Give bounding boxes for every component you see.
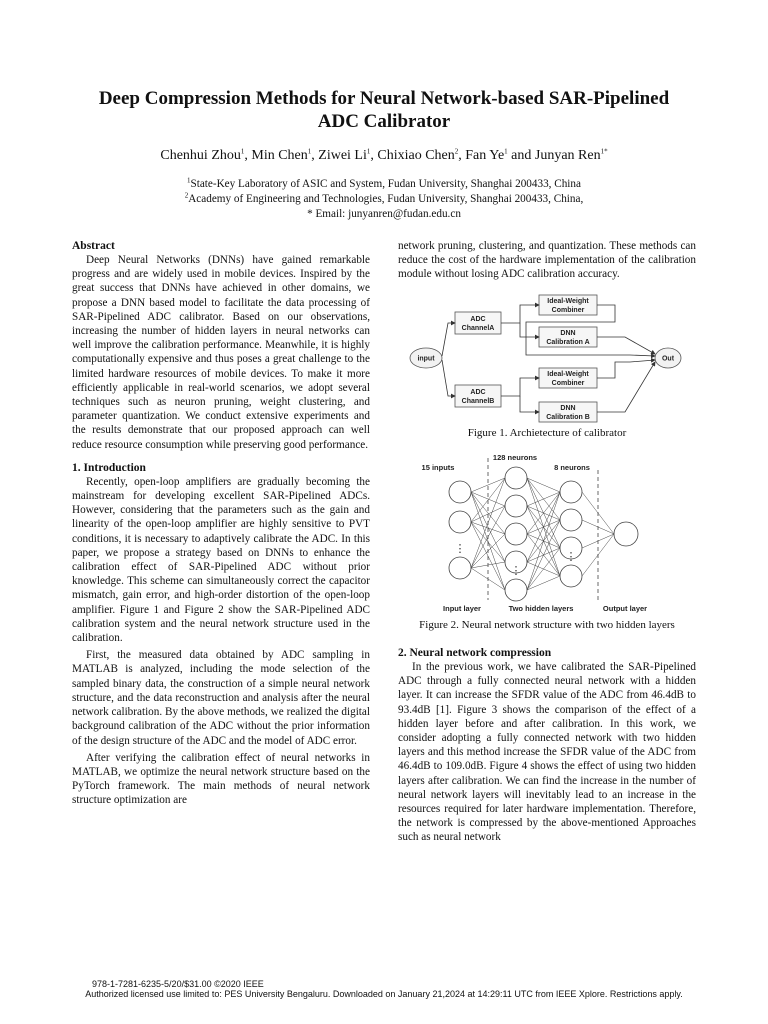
nn-neuron-layer-0 bbox=[449, 557, 471, 579]
intro-paragraph-1: Recently, open-loop amplifiers are gradually becoming the mainstream for developing excellent SAR-Pipelined ADCs. However, considering that the parameters such as the gain and linearity of the open-loop amplifier are highly sensitive to PVT conditions, it is necessary to adaptively calibrate the ADC. In this paper, we propose a strategy based on DNNs to enhance the calibration effect of SAR-Pipelined ADC without prior knowledge. This scheme can simultaneously correct the capacitor mismatch, gain error, and high-order distortion of the open-loop amplifier. Figure 1 and Figure 2 show the SAR-Pipelined ADC calibration system and the neural network structure used in the calibration. bbox=[72, 475, 370, 645]
label-input-layer: Input layer bbox=[443, 604, 481, 613]
right-column-section2 bbox=[398, 646, 696, 845]
dnn-a-label-1: DNN bbox=[560, 330, 576, 337]
author: Min Chen$^1$, bbox=[251, 147, 319, 163]
nn-neuron-layer-1 bbox=[505, 467, 527, 489]
ideal-weight-a-label-2: Combiner bbox=[551, 307, 585, 314]
dnn-b-label-1: DNN bbox=[560, 405, 576, 412]
abstract-heading: Abstract bbox=[72, 240, 115, 252]
author-list bbox=[40, 147, 728, 165]
figure-2-caption: Figure 2. Neural network structure with two hidden layers bbox=[419, 619, 675, 631]
author: Chixiao Chen$^2$, bbox=[377, 147, 466, 163]
ellipsis-input: ⋮ bbox=[454, 542, 466, 555]
right-top-paragraph: network pruning, clustering, and quantization. These methods can reduce the cost of the hardware implementation of the calibration module without losing ADC calibration accuracy. bbox=[398, 240, 696, 281]
adc-channel-b-label-1: ADC bbox=[470, 389, 486, 396]
out-label: Out bbox=[661, 355, 675, 363]
ideal-weight-b-label-1: Ideal-Weight bbox=[547, 371, 589, 378]
left-column bbox=[72, 239, 370, 808]
intro-paragraph-2: First, the measured data obtained by ADC sampling in MATLAB is analyzed, including the mode selection of the sampled binary data, the construction of a simple neural network structure, and the data reconstruction and analysis after the neural network calibration. By the above methods, we realized the digital background calibration of the ADC without the prior information of the design structure of the ADC and the model of ADC error. bbox=[72, 649, 370, 747]
author: Chenhui Zhou$^1$, bbox=[160, 147, 252, 163]
paper-title-line2: ADC Calibrator bbox=[317, 111, 451, 132]
nn-connection bbox=[527, 576, 560, 590]
ellipsis-hidden-1: ⋮ bbox=[510, 564, 522, 577]
footer-isbn: 978-1-7281-6235-5/20/$31.00 ©2020 IEEE bbox=[92, 979, 264, 989]
email-line: * Email: junyanren@fudan.edu.cn bbox=[307, 208, 461, 220]
right-column-top bbox=[398, 239, 696, 282]
ideal-weight-b-label-2: Combiner bbox=[551, 380, 585, 387]
label-two-hidden-layers: Two hidden layers bbox=[508, 604, 574, 613]
section2-heading: 2. Neural network compression bbox=[398, 647, 552, 659]
label-128-neurons: 128 neurons bbox=[492, 453, 538, 462]
nn-connection bbox=[527, 492, 560, 562]
label-15-inputs: 15 inputs bbox=[421, 463, 455, 472]
nn-connection bbox=[471, 492, 505, 590]
paper-title-line1: Deep Compression Methods for Neural Network-based SAR-Pipelined bbox=[98, 88, 670, 109]
footer-license: Authorized licensed use limited to: PES University Bengaluru. Downloaded on January 21,2024 at 14:29:11 UTC from IEEE Xplore. Restrictions apply. bbox=[85, 989, 683, 999]
author: Junyan Ren$^{1*}$ bbox=[534, 147, 608, 163]
nn-connection bbox=[527, 548, 560, 590]
paper-title bbox=[40, 87, 728, 133]
nn-connection bbox=[527, 478, 560, 492]
dnn-a-label-2: Calibration A bbox=[546, 339, 590, 346]
dnn-b-label-2: Calibration B bbox=[546, 414, 590, 421]
intro-heading: 1. Introduction bbox=[72, 461, 146, 474]
figure-1-diagram bbox=[400, 290, 700, 440]
affiliation-1: $^1$State-Key Laboratory of ASIC and System, Fudan University, Shanghai 200433, China bbox=[187, 176, 581, 190]
figure-1-caption: Figure 1. Archietecture of calibrator bbox=[467, 427, 627, 439]
affiliation-2: $^2$Academy of Engineering and Technologies, Fudan University, Shanghai 200433, China, bbox=[184, 191, 584, 205]
nn-neuron-layer-1 bbox=[505, 579, 527, 601]
section2-paragraph: In the previous work, we have calibrated the SAR-Pipelined ADC through a fully connected neural network with a hidden layer. It can increase the SFDR value of the ADC from 46.4dB to 93.4dB [1]. Figure 3 shows the comparison of the effect of a hidden layer before and after calibration. In this work, we consider adopting a fully connected network with two hidden layers and this method increase the SFDR value of the ADC from 46.4dB to 109.0dB. Figure 4 shows the effect of using two hidden layers after calibration. We can find the increase in the number of neural network layers will inevitably lead to an increase in the resources required for later hardware implementation. Therefore, the network is compressed by the above-mentioned Approaches such as neural network bbox=[398, 661, 696, 844]
ideal-weight-a-label-1: Ideal-Weight bbox=[547, 298, 589, 305]
nn-neuron-layer-2 bbox=[560, 565, 582, 587]
affiliations bbox=[40, 177, 728, 222]
author: Fan Ye$^1$ and bbox=[465, 147, 535, 163]
figure-2-network-diagram bbox=[400, 450, 700, 620]
nn-neuron-layer-2 bbox=[560, 481, 582, 503]
input-label: input bbox=[417, 355, 435, 363]
author: Ziwei Li$^1$, bbox=[318, 147, 378, 163]
intro-paragraph-3: After verifying the calibration effect of neural networks in MATLAB, we optimize the neural network structure based on the PyTorch framework. The main methods of neural network structure optimization are bbox=[72, 751, 370, 807]
nn-connection bbox=[527, 520, 560, 590]
nn-connection bbox=[527, 492, 560, 506]
ellipsis-hidden-2: ⋮ bbox=[565, 550, 577, 563]
nn-neuron-layer-0 bbox=[449, 511, 471, 533]
nn-neuron-layer-3 bbox=[614, 522, 638, 546]
nn-neuron-layer-1 bbox=[505, 495, 527, 517]
nn-neuron-layer-2 bbox=[560, 509, 582, 531]
nn-connection bbox=[527, 492, 560, 590]
adc-channel-b-label-2: ChannelB bbox=[461, 398, 495, 405]
adc-channel-a-label-2: ChannelA bbox=[461, 325, 495, 332]
label-output-layer: Output layer bbox=[602, 604, 648, 613]
adc-channel-a-label-1: ADC bbox=[470, 316, 486, 323]
nn-neuron-layer-0 bbox=[449, 481, 471, 503]
label-8-neurons: 8 neurons bbox=[554, 463, 590, 472]
nn-neuron-layer-1 bbox=[505, 523, 527, 545]
abstract-text: Deep Neural Networks (DNNs) have gained remarkable progress and are widely used in mobile devices. Inspired by the great success that DNNs have achieved in other domains, we propose a DNN based model to facilitate the data processing of SAR-Pipelined ADC calibrator. Based on our observations, increasing the number of hidden layers in neural networks can well improve the calibration performance. Meanwhile, it is highly computationally expensive and thus poses a great challenge to the limited hardware resources of mobile devices. To make it more efficiently applicable in real-world scenarios, we adopt several techniques such as neuron pruning, weight clustering, and parameter quantization. We conduct extensive experiments and the results demonstrate that our proposed approach can well reduce resource consumption while preserving good performance. bbox=[72, 254, 370, 451]
